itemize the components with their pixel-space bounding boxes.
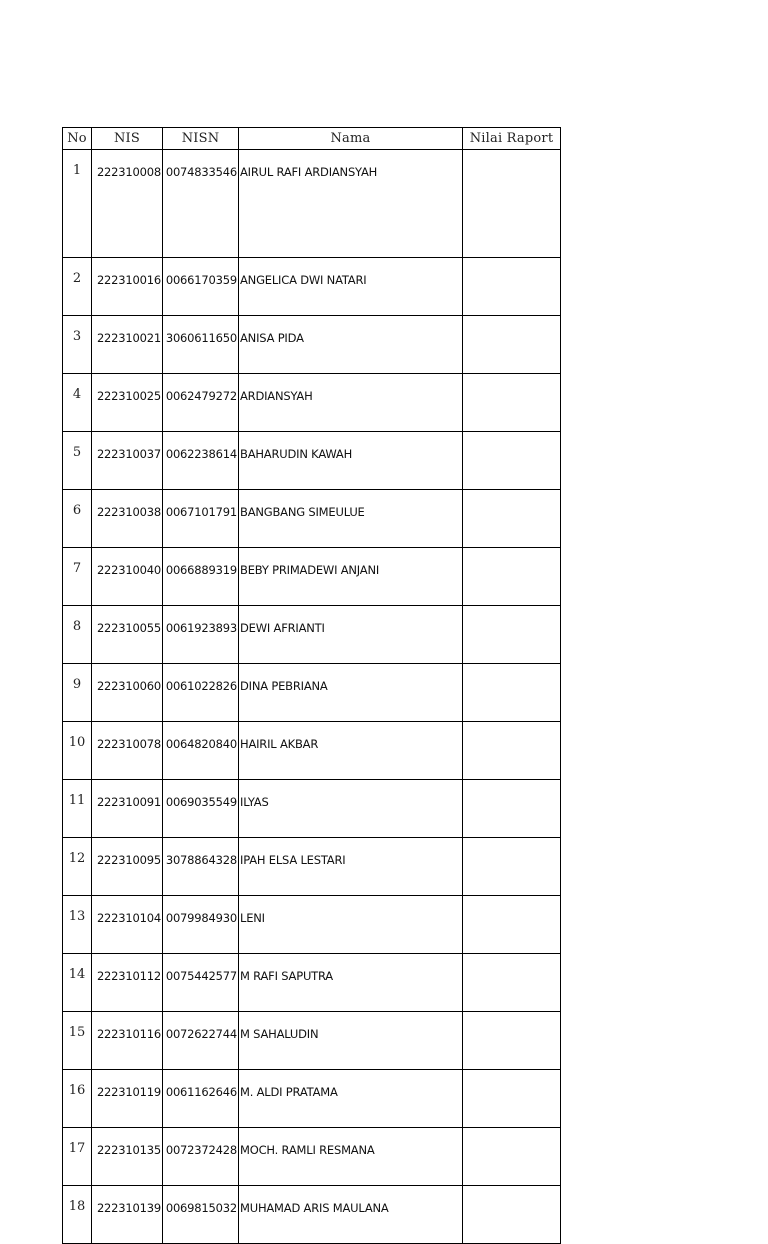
header-nisn: NISN	[163, 128, 239, 150]
nilai-raport-cell[interactable]	[463, 258, 561, 316]
student-name-cell: M RAFI SAPUTRA	[239, 954, 463, 1012]
student-name-cell: DINA PEBRIANA	[239, 664, 463, 722]
nis-cell: 222310095	[92, 838, 163, 896]
nisn-cell: 0074833546	[163, 150, 239, 258]
nis-cell: 222310135	[92, 1128, 163, 1186]
row-number: 13	[63, 896, 92, 954]
student-name-cell: ANGELICA DWI NATARI	[239, 258, 463, 316]
nis-cell: 222310104	[92, 896, 163, 954]
nis-cell: 222310139	[92, 1186, 163, 1244]
row-number: 16	[63, 1070, 92, 1128]
row-number: 18	[63, 1186, 92, 1244]
nilai-raport-cell[interactable]	[463, 1070, 561, 1128]
table-row	[63, 780, 561, 838]
table-row	[63, 838, 561, 896]
nisn-cell: 0079984930	[163, 896, 239, 954]
nis-cell: 222310091	[92, 780, 163, 838]
student-name-cell: ANISA PIDA	[239, 316, 463, 374]
table-row	[63, 548, 561, 606]
row-number: 7	[63, 548, 92, 606]
table-row	[63, 664, 561, 722]
nisn-cell: 3060611650	[163, 316, 239, 374]
row-number: 1	[63, 150, 92, 258]
nilai-raport-cell[interactable]	[463, 1012, 561, 1070]
table-row	[63, 1070, 561, 1128]
nis-cell: 222310060	[92, 664, 163, 722]
table-row	[63, 316, 561, 374]
nisn-cell: 0066889319	[163, 548, 239, 606]
nis-cell: 222310119	[92, 1070, 163, 1128]
nis-cell: 222310040	[92, 548, 163, 606]
nisn-cell: 0075442577	[163, 954, 239, 1012]
student-table	[62, 127, 561, 1244]
row-number: 10	[63, 722, 92, 780]
row-number: 17	[63, 1128, 92, 1186]
student-name-cell: ARDIANSYAH	[239, 374, 463, 432]
row-number: 14	[63, 954, 92, 1012]
header-nama: Nama	[239, 128, 463, 150]
student-name-cell: BEBY PRIMADEWI ANJANI	[239, 548, 463, 606]
row-number: 8	[63, 606, 92, 664]
table-row	[63, 432, 561, 490]
student-name-cell: M SAHALUDIN	[239, 1012, 463, 1070]
nilai-raport-cell[interactable]	[463, 722, 561, 780]
nisn-cell: 0061923893	[163, 606, 239, 664]
nisn-cell: 0069035549	[163, 780, 239, 838]
nilai-raport-cell[interactable]	[463, 150, 561, 258]
nilai-raport-cell[interactable]	[463, 1186, 561, 1244]
student-name-cell: HAIRIL AKBAR	[239, 722, 463, 780]
nisn-cell: 3078864328	[163, 838, 239, 896]
nilai-raport-cell[interactable]	[463, 780, 561, 838]
nis-cell: 222310116	[92, 1012, 163, 1070]
student-name-cell: ILYAS	[239, 780, 463, 838]
table-row	[63, 1012, 561, 1070]
nilai-raport-cell[interactable]	[463, 548, 561, 606]
nis-cell: 222310112	[92, 954, 163, 1012]
student-name-cell: DEWI AFRIANTI	[239, 606, 463, 664]
nilai-raport-cell[interactable]	[463, 1128, 561, 1186]
nilai-raport-cell[interactable]	[463, 664, 561, 722]
nisn-cell: 0069815032	[163, 1186, 239, 1244]
row-number: 2	[63, 258, 92, 316]
table-row	[63, 722, 561, 780]
student-name-cell: BANGBANG SIMEULUE	[239, 490, 463, 548]
student-name-cell: M. ALDI PRATAMA	[239, 1070, 463, 1128]
row-number: 4	[63, 374, 92, 432]
nis-cell: 222310055	[92, 606, 163, 664]
nilai-raport-cell[interactable]	[463, 490, 561, 548]
nis-cell: 222310078	[92, 722, 163, 780]
header-nilai-raport: Nilai Raport	[463, 128, 561, 150]
table-row	[63, 1128, 561, 1186]
student-name-cell: BAHARUDIN KAWAH	[239, 432, 463, 490]
table-row	[63, 606, 561, 664]
table-header-row	[63, 128, 561, 150]
row-number: 3	[63, 316, 92, 374]
header-nis: NIS	[92, 128, 163, 150]
nisn-cell: 0066170359	[163, 258, 239, 316]
nis-cell: 222310016	[92, 258, 163, 316]
table-row	[63, 258, 561, 316]
table-row	[63, 490, 561, 548]
row-number: 15	[63, 1012, 92, 1070]
student-name-cell: MOCH. RAMLI RESMANA	[239, 1128, 463, 1186]
nilai-raport-cell[interactable]	[463, 838, 561, 896]
student-name-cell: LENI	[239, 896, 463, 954]
student-name-cell: AIRUL RAFI ARDIANSYAH	[239, 150, 463, 258]
nisn-cell: 0061022826	[163, 664, 239, 722]
table-row	[63, 374, 561, 432]
nilai-raport-cell[interactable]	[463, 606, 561, 664]
nis-cell: 222310025	[92, 374, 163, 432]
student-name-cell: MUHAMAD ARIS MAULANA	[239, 1186, 463, 1244]
nis-cell: 222310038	[92, 490, 163, 548]
nilai-raport-cell[interactable]	[463, 896, 561, 954]
nis-cell: 222310008	[92, 150, 163, 258]
nisn-cell: 0061162646	[163, 1070, 239, 1128]
nisn-cell: 0064820840	[163, 722, 239, 780]
row-number: 6	[63, 490, 92, 548]
nisn-cell: 0072622744	[163, 1012, 239, 1070]
nis-cell: 222310037	[92, 432, 163, 490]
row-number: 12	[63, 838, 92, 896]
student-table-container	[62, 127, 560, 1215]
table-row	[63, 1186, 561, 1244]
row-number: 9	[63, 664, 92, 722]
header-no: No	[63, 128, 92, 150]
nilai-raport-cell[interactable]	[463, 374, 561, 432]
nisn-cell: 0072372428	[163, 1128, 239, 1186]
nilai-raport-cell[interactable]	[463, 316, 561, 374]
table-body	[63, 150, 561, 1244]
nilai-raport-cell[interactable]	[463, 954, 561, 1012]
row-number: 5	[63, 432, 92, 490]
nisn-cell: 0062479272	[163, 374, 239, 432]
table-row	[63, 954, 561, 1012]
nis-cell: 222310021	[92, 316, 163, 374]
student-name-cell: IPAH ELSA LESTARI	[239, 838, 463, 896]
row-number: 11	[63, 780, 92, 838]
table-row	[63, 150, 561, 258]
nisn-cell: 0062238614	[163, 432, 239, 490]
nilai-raport-cell[interactable]	[463, 432, 561, 490]
table-row	[63, 896, 561, 954]
nisn-cell: 0067101791	[163, 490, 239, 548]
